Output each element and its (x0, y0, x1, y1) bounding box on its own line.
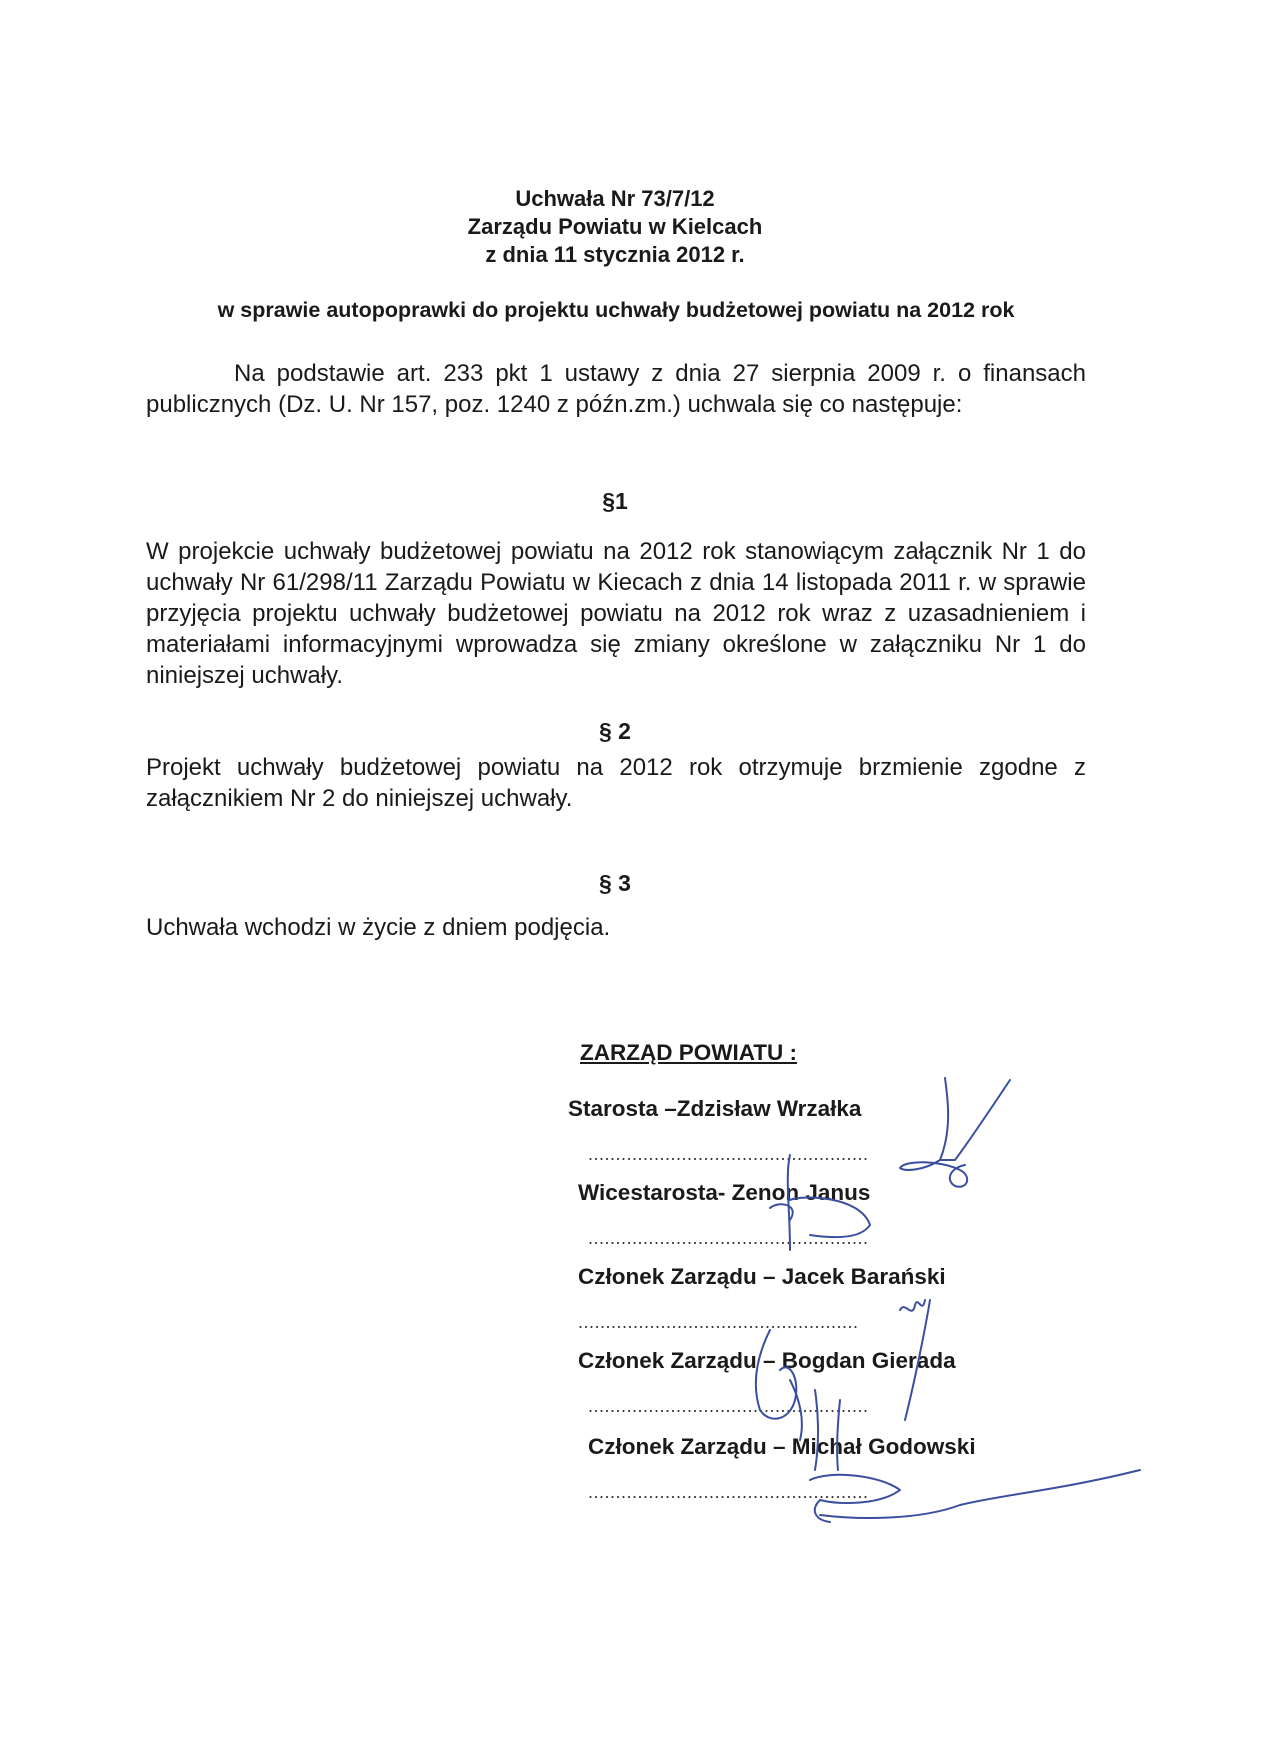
resolution-number: Uchwała Nr 73/7/12 (515, 186, 715, 211)
board-title: ZARZĄD POWIATU : (580, 1040, 798, 1065)
resolution-subject: w sprawie autopoprawki do projektu uchwały budżetowej powiatu na 2012 rok (217, 298, 1015, 322)
signature-line: ................................................... (588, 1396, 869, 1416)
member-baranski: Członek Zarządu – Jacek Barański (578, 1264, 946, 1289)
signature-line: ................................................... (588, 1482, 869, 1502)
member-godowski: Członek Zarządu – Michał Godowski (588, 1434, 976, 1459)
section-1-text: W projekcie uchwały budżetowej powiatu na 2012 rok stanowiącym załącznik Nr 1 do uchwały Nr 61/298/11 Zarządu Powiatu w Kiecach z dnia 14 listopada 2011 r. w sprawie przyjęcia projektu uchwały budżetowej powiatu na 2012 rok wraz z uzasadnieniem i materiałami informacyjnymi wprowadza się zmiany określone w załączniku Nr 1 do niniejszej uchwały. (146, 538, 1086, 689)
resolution-header (0, 185, 1230, 269)
section-3-text: Uchwała wchodzi w życie z dniem podjęcia. (146, 914, 611, 941)
signature-line: ................................................... (588, 1228, 869, 1248)
section-2-text: Projekt uchwały budżetowej powiatu na 2012 rok otrzymuje brzmienie zgodne z załącznikiem Nr 2 do niniejszej uchwały. (146, 754, 1086, 812)
section-3-heading: § 3 (599, 870, 631, 896)
intro-paragraph (146, 358, 1086, 420)
section-2-heading: § 2 (599, 718, 631, 744)
intro-text: Na podstawie art. 233 pkt 1 ustawy z dnia 27 sierpnia 2009 r. o finansach publicznych (Dz. U. Nr 157, poz. 1240 z późn.zm.) uchwala się co następuje: (146, 360, 1086, 418)
signature-line: ................................................... (578, 1312, 859, 1332)
signature-line: ................................................... (588, 1144, 869, 1164)
member-starosta: Starosta –Zdzisław Wrzałka (568, 1096, 862, 1121)
issuing-body: Zarządu Powiatu w Kielcach (467, 214, 763, 239)
section-1-heading: §1 (602, 488, 628, 514)
signature-starosta (900, 1078, 1010, 1187)
resolution-date: z dnia 11 stycznia 2012 r. (485, 242, 745, 267)
member-gierada: Członek Zarządu – Bogdan Gierada (578, 1348, 956, 1373)
member-wicestarosta: Wicestarosta- Zenon Janus (578, 1180, 871, 1205)
